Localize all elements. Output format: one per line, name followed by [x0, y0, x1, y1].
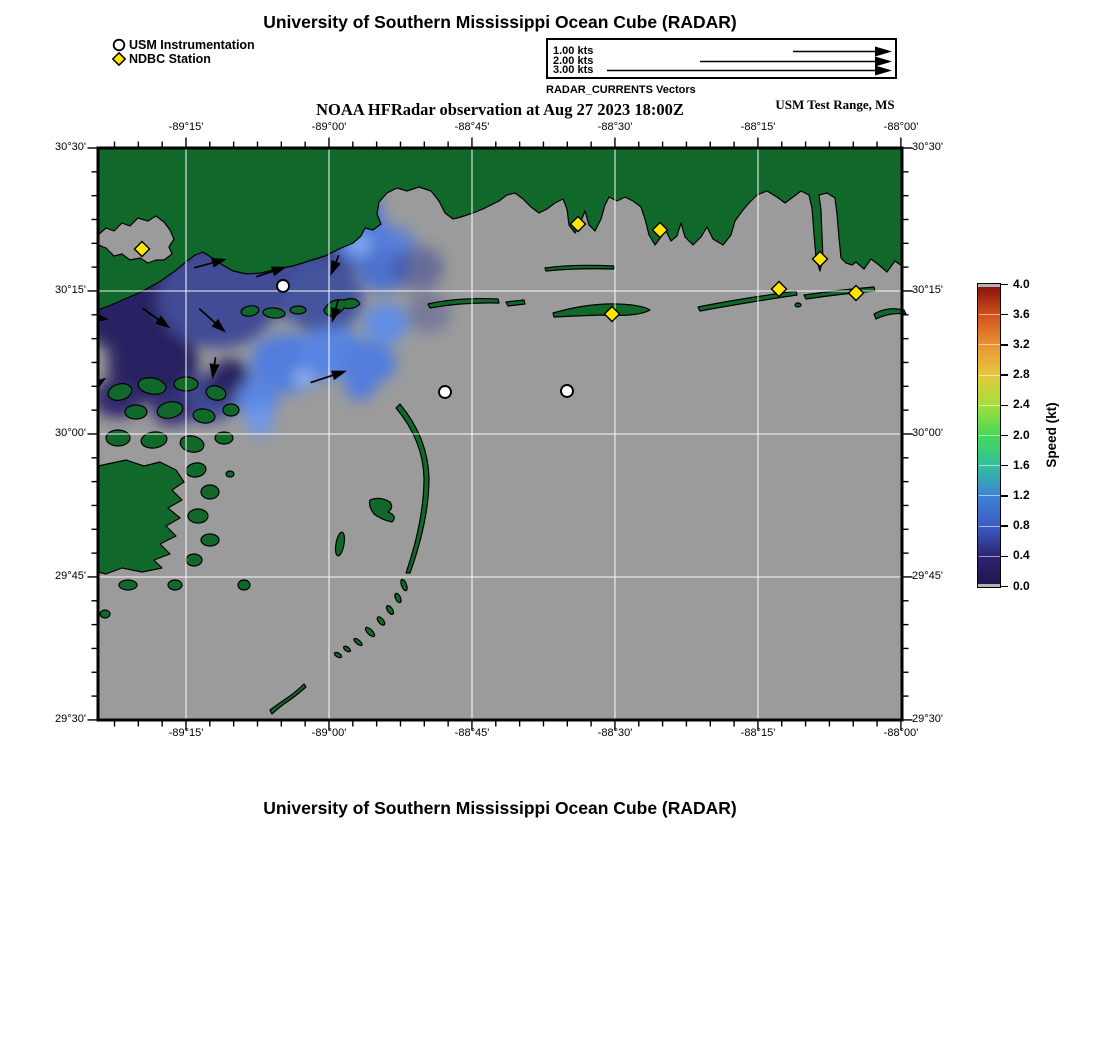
colorbar-level-line: [979, 375, 1000, 376]
x-axis-label-bottom: -89°15': [168, 727, 204, 739]
x-axis-label-top: -89°15': [168, 121, 204, 133]
observation-subtitle: NOAA HFRadar observation at Aug 27 2023 18:00Z: [316, 100, 684, 119]
y-axis-label-right: 29°30': [912, 713, 943, 725]
x-axis-label-bottom: -88°00': [883, 727, 919, 739]
colorbar-tick-label: 3.6: [1013, 306, 1030, 321]
vector-scale-label: 3.00 kts: [553, 64, 594, 76]
usm-instrumentation-marker: [561, 385, 573, 397]
colorbar-tick-label: 0.8: [1013, 518, 1030, 533]
x-axis-label-bottom: -88°45': [454, 727, 490, 739]
legend-label-usm: USM Instrumentation: [129, 38, 255, 52]
figure-title-top: University of Southern Mississippi Ocean Cube (RADAR): [263, 12, 737, 32]
y-axis-label-right: 30°30': [912, 141, 943, 153]
colorbar-level-line: [979, 405, 1000, 406]
map-canvas: [98, 148, 902, 720]
colorbar-tick-label: 2.4: [1013, 397, 1030, 412]
vector-scale-label: 2.00 kts: [553, 54, 594, 67]
x-axis-label-top: -88°45': [454, 121, 490, 133]
y-axis-label-right: 30°00': [912, 427, 943, 439]
colorbar: [977, 276, 1100, 593]
colorbar-tick: [1001, 405, 1008, 407]
x-axis-label-bottom: -88°30': [597, 727, 633, 739]
x-axis-label-top: -89°00': [311, 121, 347, 133]
colorbar-bottom-cap: [978, 584, 1000, 587]
y-axis-label-left: 30°00': [55, 427, 86, 439]
vector-scale-box: [546, 38, 897, 79]
x-axis-label-top: -88°30': [597, 121, 633, 133]
vector-scale-caption: RADAR_CURRENTS Vectors: [546, 84, 696, 96]
colorbar-tick: [1001, 435, 1008, 437]
y-axis-label-left: 30°30': [55, 141, 86, 153]
map-plot-area: [55, 121, 943, 739]
x-axis-label-top: -88°00': [883, 121, 919, 133]
colorbar-level-line: [979, 526, 1000, 527]
legend-row-ndbc: [112, 52, 255, 66]
map-legend: [112, 38, 255, 66]
colorbar-tick: [1001, 465, 1008, 467]
colorbar-tick-label: 2.0: [1013, 427, 1030, 442]
colorbar-tick: [1001, 556, 1008, 558]
colorbar-level-line: [979, 435, 1000, 436]
colorbar-level-line: [979, 495, 1000, 496]
x-axis-label-bottom: -89°00': [311, 727, 347, 739]
usm-instrumentation-marker: [439, 386, 451, 398]
colorbar-tick: [1001, 314, 1008, 316]
x-axis-label-bottom: -88°15': [740, 727, 776, 739]
colorbar-tick: [1001, 586, 1008, 588]
y-axis-label-right: 30°15': [912, 284, 943, 296]
colorbar-tick: [1001, 374, 1008, 376]
colorbar-tick-label: 0.0: [1013, 578, 1030, 593]
colorbar-tick-label: 3.2: [1013, 336, 1030, 351]
colorbar-level-line: [979, 556, 1000, 557]
colorbar-level-line: [979, 314, 1000, 315]
legend-row-usm: [112, 38, 255, 52]
vector-scale-label: 1.00 kts: [553, 45, 594, 57]
colorbar-tick-label: 1.6: [1013, 457, 1030, 472]
scale-arrow-3kt: [592, 64, 892, 77]
legend-label-ndbc: NDBC Station: [129, 52, 211, 66]
colorbar-level-line: [979, 465, 1000, 466]
ndbc-station-icon: [112, 52, 127, 66]
y-axis-label-left: 29°30': [55, 713, 86, 725]
y-axis-label-right: 29°45': [912, 570, 943, 582]
colorbar-tick: [1001, 284, 1008, 286]
colorbar-axis-label: Speed (kt): [1044, 402, 1059, 468]
colorbar-tick-label: 2.8: [1013, 367, 1030, 382]
x-axis-label-top: -88°15': [740, 121, 776, 133]
usm-instrumentation-marker: [277, 280, 289, 292]
colorbar-top-cap: [978, 284, 1000, 287]
figure-title-bottom: University of Southern Mississippi Ocean Cube (RADAR): [263, 798, 737, 818]
test-range-label: USM Test Range, MS: [775, 97, 895, 112]
colorbar-tick: [1001, 495, 1008, 497]
colorbar-tick-label: 4.0: [1013, 276, 1030, 291]
colorbar-tick-label: 0.4: [1013, 548, 1030, 563]
colorbar-tick: [1001, 344, 1008, 346]
colorbar-tick-label: 1.2: [1013, 487, 1030, 502]
usm-instrumentation-icon: [112, 38, 127, 52]
colorbar-level-line: [979, 344, 1000, 345]
y-axis-label-left: 29°45': [55, 570, 86, 582]
y-axis-label-left: 30°15': [55, 284, 86, 296]
colorbar-tick: [1001, 525, 1008, 527]
vector-scale-row: [548, 66, 895, 76]
